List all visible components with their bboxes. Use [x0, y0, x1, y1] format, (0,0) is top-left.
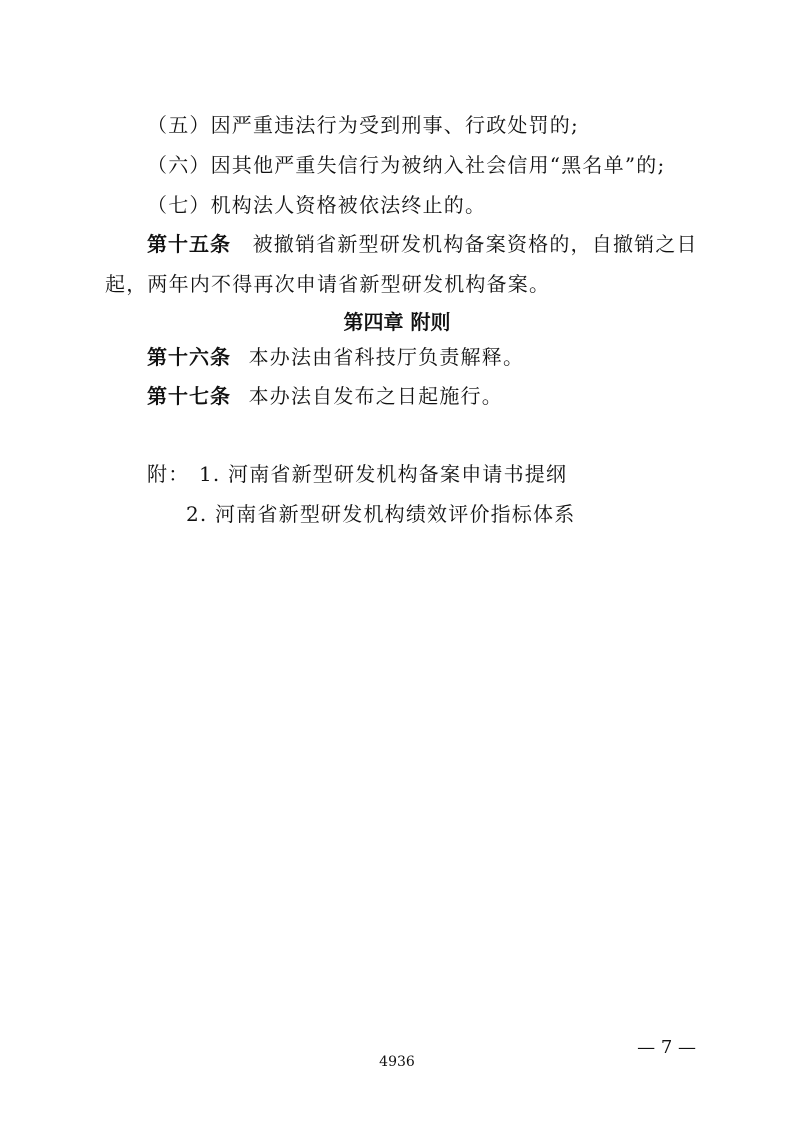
chapter-heading: 第四章 附则	[343, 310, 451, 334]
article-16-text: 本办法由省科技厅负责解释。	[248, 345, 525, 369]
attachment-item-2: 2. 河南省新型研发机构绩效评价指标体系	[186, 502, 576, 526]
article-16	[147, 343, 524, 371]
article-17	[147, 382, 503, 410]
article-17-label: 第十七条	[147, 384, 231, 408]
page-number: — 7 —	[637, 1037, 696, 1058]
item-six: （六）因其他严重失信行为被纳入社会信用“黑名单”的;	[147, 153, 666, 177]
article-15-line1	[147, 230, 698, 258]
article-16-label: 第十六条	[147, 345, 231, 369]
item-five: （五）因严重违法行为受到刑事、行政处罚的;	[147, 113, 579, 137]
footer-number: 4936	[379, 1054, 415, 1070]
item-seven: （七）机构法人资格被依法终止的。	[147, 193, 487, 217]
article-15-label: 第十五条	[147, 232, 231, 256]
article-15-line2: 起，两年内不得再次申请省新型研发机构备案。	[105, 272, 551, 296]
attachment-item-1: 1. 河南省新型研发机构备案申请书提纲	[198, 462, 568, 486]
article-17-text: 本办法自发布之日起施行。	[248, 384, 503, 408]
article-15-text: 被撤销省新型研发机构备案资格的，自撤销之日	[252, 232, 698, 256]
attachment-prefix: 附：	[147, 462, 190, 486]
attachment-line-1	[147, 460, 567, 488]
